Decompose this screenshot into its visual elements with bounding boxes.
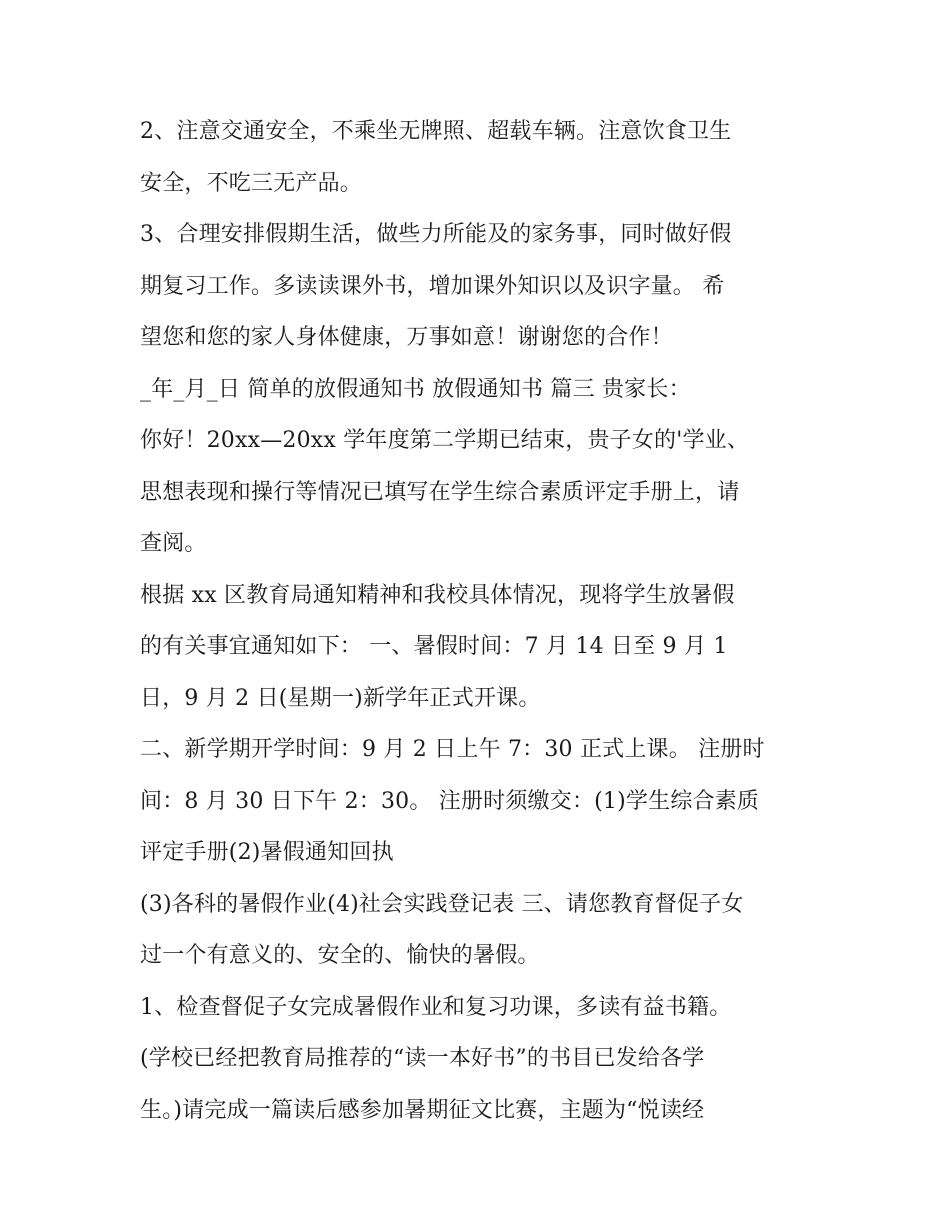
- text-line: 3、合理安排假期生活，做些力所能及的家务事，同时做好假: [140, 222, 732, 247]
- text-line: 期复习工作。多读读课外书，增加课外知识以及识字量。 希: [140, 273, 725, 299]
- text-line: 过一个有意义的、安全的、愉快的暑假。: [140, 943, 540, 968]
- text-line: 思想表现和操行等情况已填写在学生综合素质评定手册上，请: [140, 479, 740, 505]
- text-line: 生。)请完成一篇读后感参加暑期征文比赛，主题为“悦读经: [140, 1097, 705, 1123]
- text-line: _年_月_日 简单的放假通知书 放假通知书 篇三 贵家长：: [140, 376, 691, 402]
- text-line: 评定手册(2)暑假通知回执: [140, 840, 394, 865]
- text-line: 间：8 月 30 日下午 2：30。 注册时须缴交：(1)学生综合素质: [140, 788, 760, 814]
- text-line: 根据 xx 区教育局通知精神和我校具体情况，现将学生放暑假: [140, 582, 735, 608]
- text-line: 望您和您的家人身体健康，万事如意！谢谢您的合作！: [140, 325, 673, 350]
- text-line: 日，9 月 2 日(星期一)新学年正式开课。: [140, 685, 541, 711]
- text-line: (学校已经把教育局推荐的“读一本好书”的书目已发给各学: [140, 1046, 705, 1071]
- text-line: 安全，不吃三无产品。: [140, 170, 363, 196]
- text-line: 查阅。: [140, 531, 207, 556]
- document-body: [140, 106, 820, 1136]
- text-line: 1、检查督促子女完成暑假作业和复习功课，多读有益书籍。: [140, 994, 732, 1020]
- text-line: 你好！20xx—20xx 学年度第二学期已结束，贵子女的'学业、: [140, 428, 750, 453]
- text-line: (3)各科的暑假作业(4)社会实践登记表 三、请您教育督促子女: [140, 891, 744, 917]
- text-line: 二、新学期开学时间：9 月 2 日上午 7：30 正式上课。 注册时: [140, 737, 765, 762]
- text-line: 2、注意交通安全，不乘坐无牌照、超载车辆。注意饮食卫生: [140, 119, 732, 144]
- text-line: 的有关事宜通知如下： 一、暑假时间：7 月 14 日至 9 月 1: [140, 634, 728, 659]
